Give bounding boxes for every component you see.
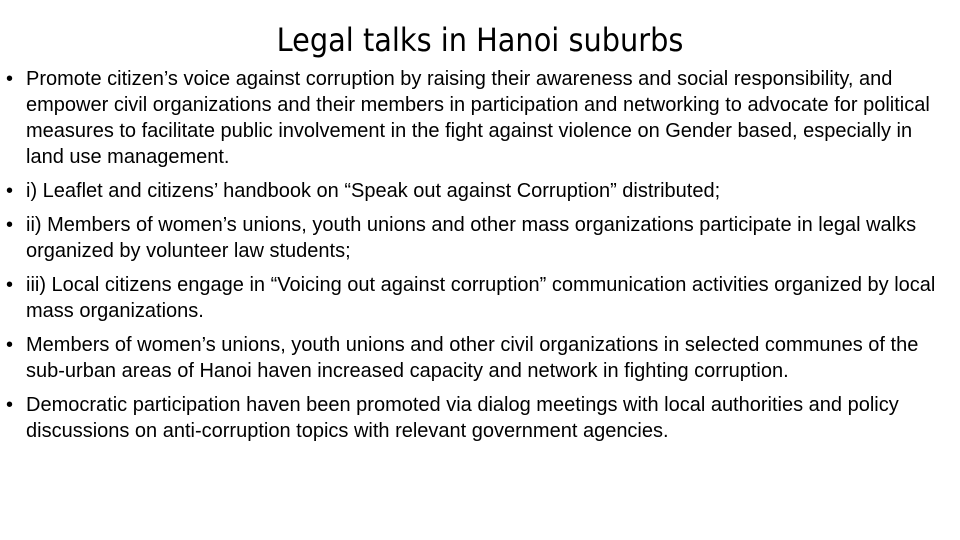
bullet-glyph: •: [6, 334, 14, 356]
bullet-glyph: •: [6, 274, 14, 296]
bullet-glyph: •: [6, 394, 14, 416]
bullet-glyph: •: [6, 214, 14, 236]
bullet-item: [6, 332, 948, 384]
bullet-text: Promote citizen’s voice against corruption by raising their awareness and social responsibility, and empower civil organizations and their members in participation and networking to advocate for political measures to facilitate public involvement in the fight against violence on Gender based, especially in land use management.: [26, 68, 930, 168]
bullet-item: [6, 66, 948, 170]
bullet-text: ii) Members of women’s unions, youth unions and other mass organizations participate in legal walks organized by volunteer law students;: [26, 214, 917, 262]
bullet-item: [6, 392, 948, 444]
bullet-item: [6, 212, 948, 264]
bullet-list: [6, 66, 948, 452]
bullet-text: iii) Local citizens engage in “Voicing out against corruption” communication activities organized by local mass organizations.: [26, 274, 936, 322]
bullet-glyph: •: [6, 180, 14, 202]
bullet-text: Democratic participation haven been promoted via dialog meetings with local authorities and policy discussions on anti-corruption topics with relevant government agencies.: [26, 394, 899, 442]
bullet-item: [6, 178, 948, 204]
slide-title: Legal talks in Hanoi suburbs: [276, 21, 684, 59]
bullet-item: [6, 272, 948, 324]
bullet-glyph: •: [6, 68, 14, 90]
bullet-text: i) Leaflet and citizens’ handbook on “Speak out against Corruption” distributed;: [26, 180, 721, 202]
bullet-text: Members of women’s unions, youth unions and other civil organizations in selected communes of the sub-urban areas of Hanoi haven increased capacity and network in fighting corruption.: [26, 334, 919, 382]
